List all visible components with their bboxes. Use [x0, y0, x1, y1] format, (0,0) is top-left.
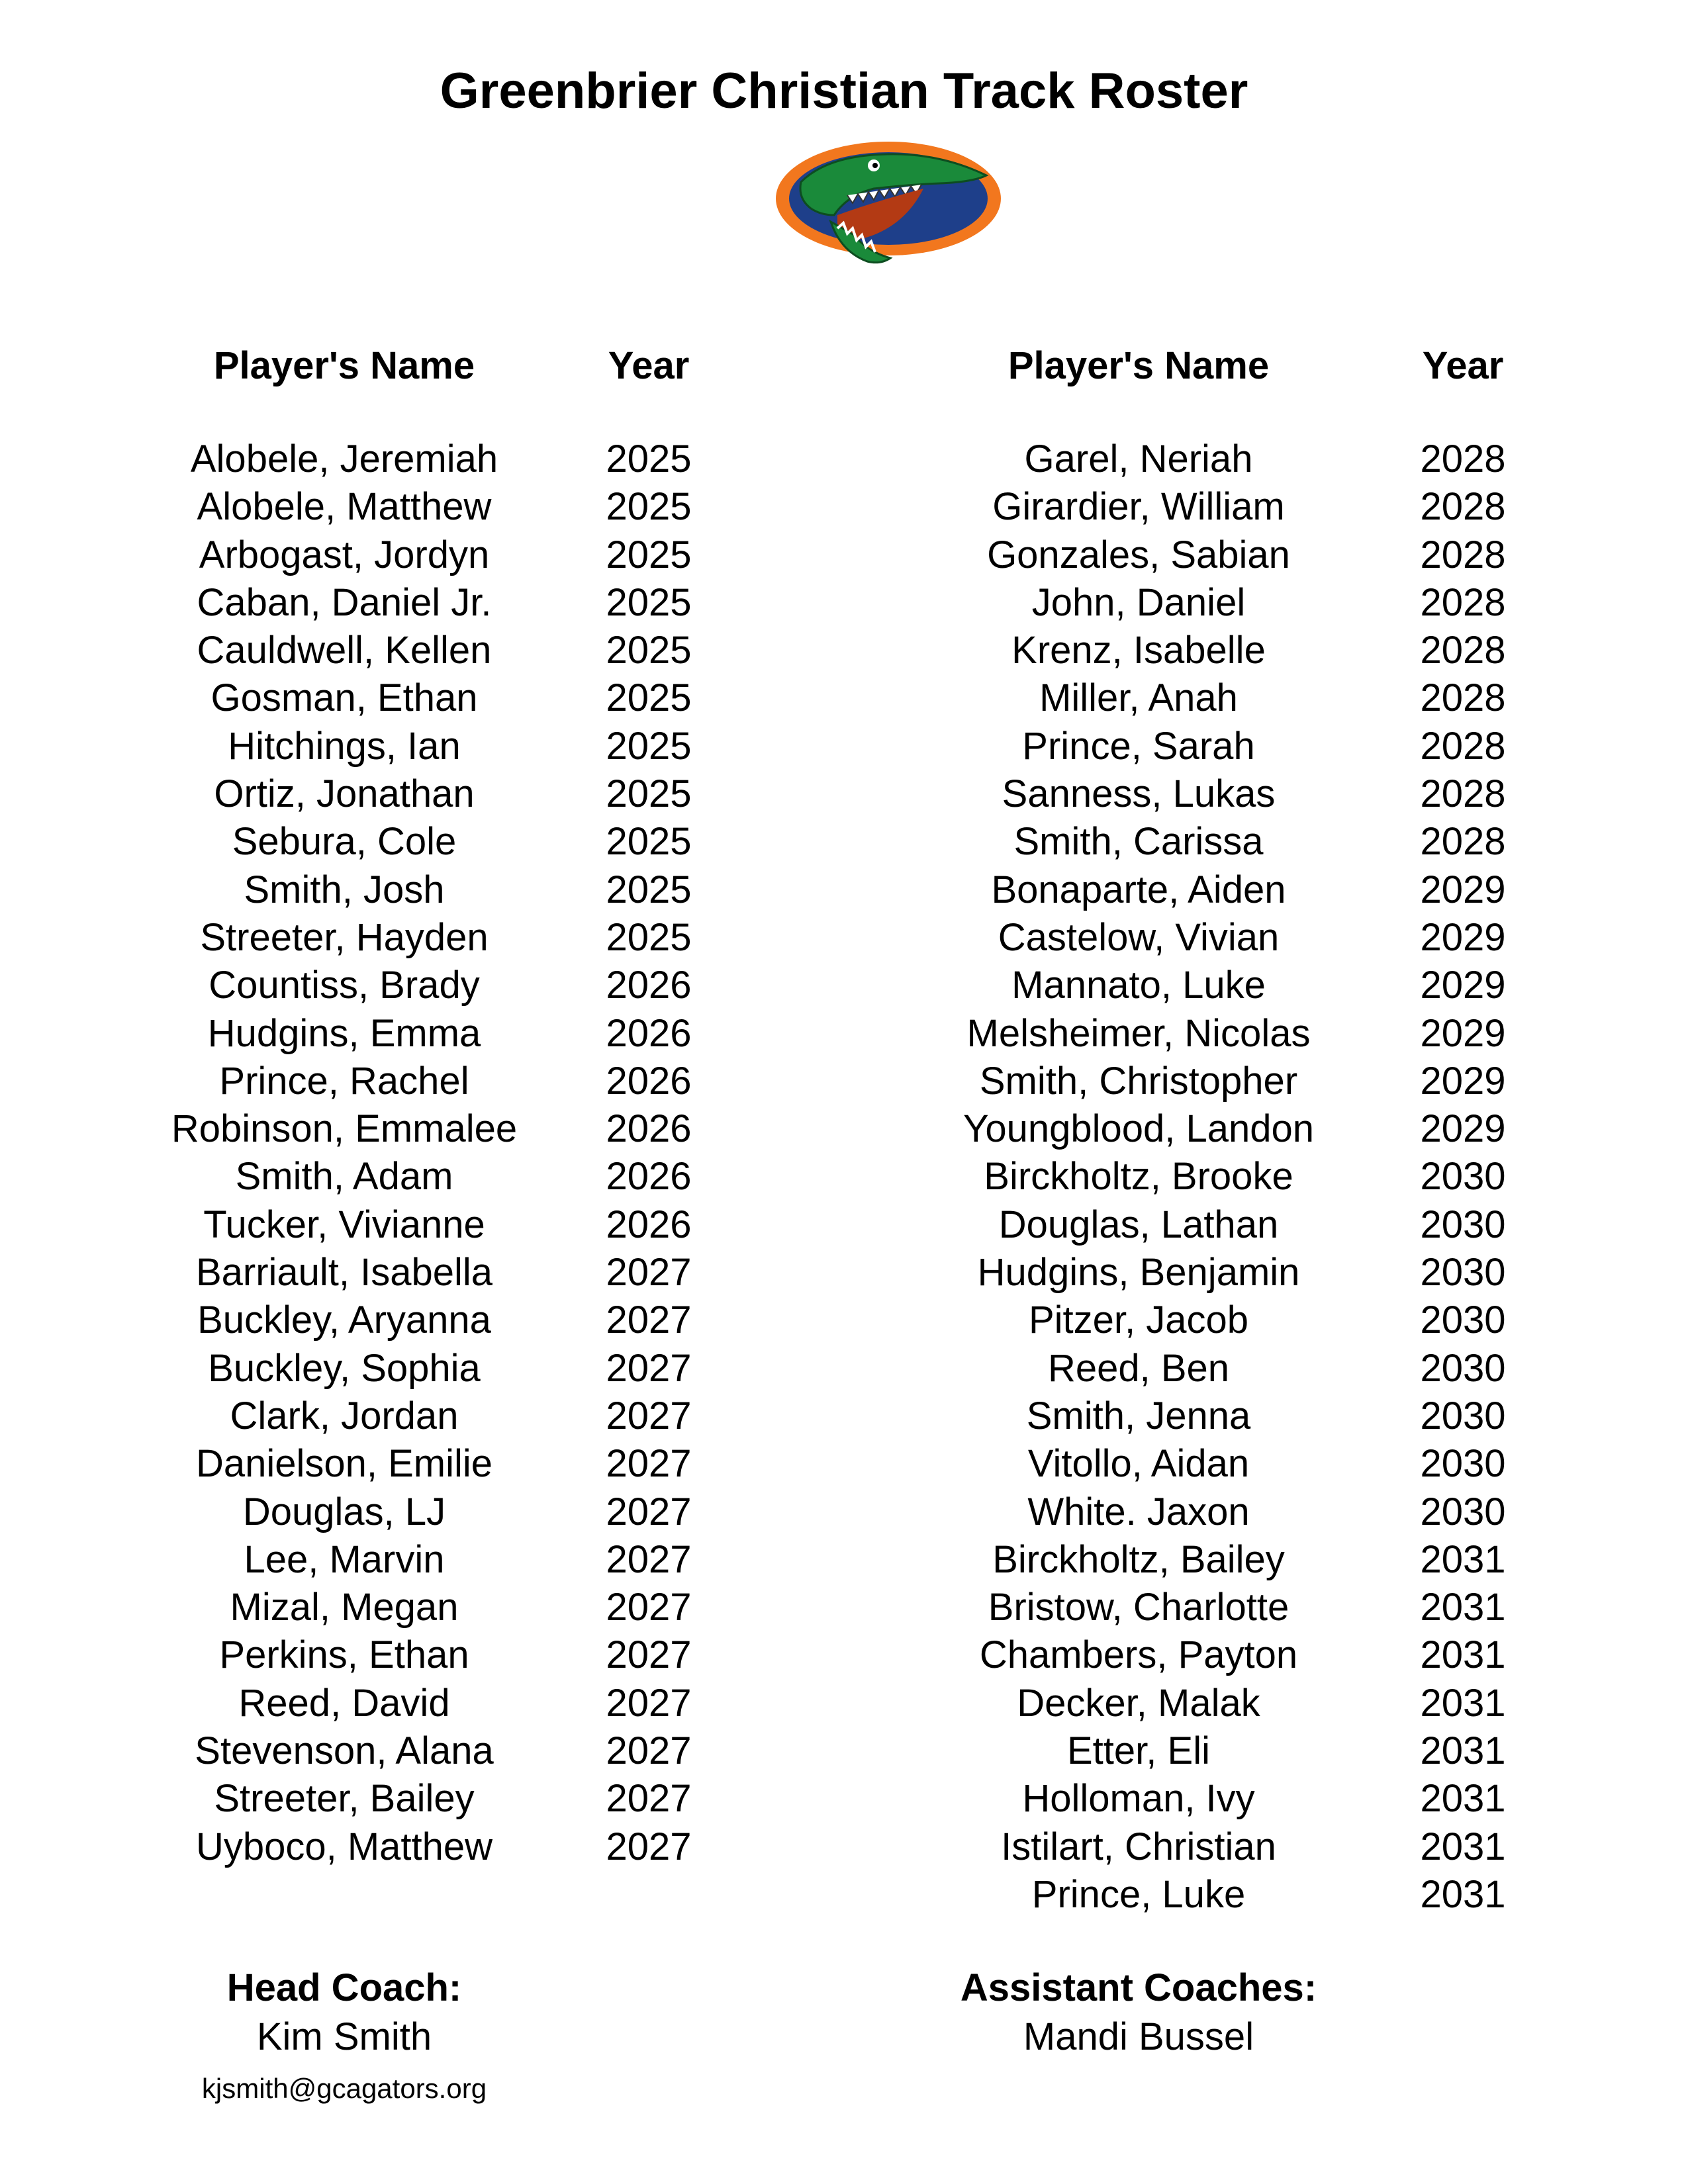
- roster-row: [146, 1584, 741, 1631]
- player-name: Birckholtz, Bailey: [992, 1537, 1285, 1581]
- player-year: 2031: [1420, 1586, 1506, 1629]
- player-year: 2030: [1420, 1203, 1506, 1246]
- roster-row: [940, 1727, 1536, 1775]
- player-name: Douglas, LJ: [242, 1490, 446, 1533]
- player-year: 2027: [606, 1298, 692, 1342]
- roster-row: [940, 1058, 1536, 1105]
- player-name: Lee, Marvin: [244, 1537, 445, 1581]
- player-year: 2028: [1420, 629, 1506, 672]
- roster-row: [940, 674, 1536, 722]
- player-name: Holloman, Ivy: [1022, 1777, 1255, 1821]
- roster-row: [940, 1249, 1536, 1297]
- roster-row: [146, 1727, 741, 1775]
- player-name: Smith, Christopher: [979, 1059, 1298, 1103]
- player-year: 2027: [606, 1490, 692, 1533]
- player-name: Youngblood, Landon: [962, 1107, 1315, 1151]
- player-year: 2031: [1420, 1729, 1506, 1773]
- roster-row: [146, 1823, 741, 1871]
- player-name: Douglas, Lathan: [998, 1203, 1279, 1246]
- player-year: 2027: [606, 1777, 692, 1821]
- player-name: Arbogast, Jordyn: [199, 533, 490, 576]
- player-year: 2026: [606, 1203, 692, 1246]
- player-year: 2025: [606, 772, 692, 816]
- roster-row: [146, 1488, 741, 1536]
- player-year: 2030: [1420, 1155, 1506, 1199]
- player-year: 2031: [1420, 1825, 1506, 1868]
- player-name: Tucker, Vivianne: [203, 1203, 485, 1246]
- player-name: Countiss, Brady: [209, 964, 480, 1007]
- player-year: 2027: [606, 1729, 692, 1773]
- player-year: 2026: [606, 1107, 692, 1151]
- roster-row: [940, 627, 1536, 674]
- player-name: Girardier, William: [992, 485, 1285, 529]
- player-name: Prince, Rachel: [219, 1059, 469, 1103]
- roster-row: [940, 1440, 1536, 1488]
- roster-row: [940, 483, 1536, 531]
- player-name: Buckley, Sophia: [208, 1346, 481, 1390]
- player-year: 2031: [1420, 1777, 1506, 1821]
- player-name: Danielson, Emilie: [195, 1442, 493, 1486]
- player-year: 2028: [1420, 485, 1506, 529]
- player-name: Hudgins, Emma: [207, 1011, 481, 1055]
- player-name: Istilart, Christian: [1001, 1825, 1276, 1868]
- player-year: 2025: [606, 820, 692, 864]
- roster-row: [146, 1201, 741, 1249]
- player-name: Alobele, Matthew: [197, 485, 492, 529]
- player-name: Etter, Eli: [1067, 1729, 1210, 1773]
- roster-row: [146, 1297, 741, 1344]
- player-name: Miller, Anah: [1039, 676, 1238, 720]
- player-name: Hudgins, Benjamin: [977, 1251, 1300, 1295]
- roster-row: [940, 1345, 1536, 1392]
- player-name: Vitollo, Aidan: [1027, 1442, 1250, 1486]
- player-year: 2025: [606, 915, 692, 959]
- player-name: Ortiz, Jonathan: [214, 772, 475, 816]
- player-name: John, Daniel: [1031, 580, 1246, 624]
- roster-row: [940, 1680, 1536, 1727]
- player-name: Hitchings, Ian: [228, 724, 461, 768]
- roster-row: [940, 914, 1536, 962]
- roster-row: [940, 1631, 1536, 1679]
- player-name: Uyboco, Matthew: [195, 1825, 493, 1868]
- player-year: 2025: [606, 868, 692, 911]
- player-name: Streeter, Hayden: [200, 915, 489, 959]
- player-name: Robinson, Emmalee: [171, 1107, 518, 1151]
- player-year: 2025: [606, 485, 692, 529]
- player-name: Melsheimer, Nicolas: [966, 1011, 1311, 1055]
- roster-row: [940, 818, 1536, 866]
- player-name: Perkins, Ethan: [219, 1633, 469, 1677]
- roster-row: [940, 723, 1536, 770]
- page-title: Greenbrier Christian Track Roster: [440, 63, 1248, 119]
- roster-row: [146, 962, 741, 1009]
- roster-row: [940, 1536, 1536, 1584]
- player-name: Decker, Malak: [1017, 1681, 1260, 1725]
- header-players-name-right: Player's Name: [1008, 344, 1270, 387]
- roster-row: [146, 770, 741, 818]
- player-year: 2025: [606, 437, 692, 480]
- player-name: Stevenson, Alana: [195, 1729, 494, 1773]
- gator-logo-icon: [774, 136, 1006, 275]
- player-year: 2026: [606, 1011, 692, 1055]
- head-coach-name: Kim Smith: [256, 2015, 432, 2058]
- assistant-coach-name: Mandi Bussel: [1023, 2015, 1254, 2058]
- roster-row: [146, 1775, 741, 1823]
- header-year-left: Year: [608, 344, 690, 387]
- player-year: 2028: [1420, 580, 1506, 624]
- player-year: 2026: [606, 1059, 692, 1103]
- player-name: White. Jaxon: [1027, 1490, 1250, 1533]
- player-name: Smith, Jenna: [1026, 1394, 1251, 1437]
- player-name: Reed, Ben: [1047, 1346, 1230, 1390]
- player-year: 2027: [606, 1633, 692, 1677]
- player-name: Mannato, Luke: [1011, 964, 1266, 1007]
- player-name: Sanness, Lukas: [1002, 772, 1276, 816]
- assistant-coaches-label: Assistant Coaches:: [960, 1966, 1317, 2009]
- roster-list-right: [940, 435, 1536, 1919]
- player-year: 2027: [606, 1394, 692, 1437]
- roster-row: [146, 1153, 741, 1201]
- roster-row: [146, 435, 741, 483]
- roster-row: [146, 1105, 741, 1153]
- head-coach-email: kjsmith@gcagators.org: [201, 2073, 487, 2104]
- player-year: 2025: [606, 676, 692, 720]
- roster-row: [940, 1153, 1536, 1201]
- player-name: Birckholtz, Brooke: [984, 1155, 1293, 1199]
- roster-row: [146, 627, 741, 674]
- player-year: 2030: [1420, 1442, 1506, 1486]
- roster-row: [940, 1823, 1536, 1871]
- player-year: 2027: [606, 1586, 692, 1629]
- roster-row: [146, 1345, 741, 1392]
- player-year: 2028: [1420, 676, 1506, 720]
- player-name: Smith, Carissa: [1013, 820, 1264, 864]
- roster-row: [940, 1775, 1536, 1823]
- roster-list-left: [146, 435, 741, 1871]
- player-name: Bristow, Charlotte: [988, 1586, 1289, 1629]
- player-name: Castelow, Vivian: [998, 915, 1280, 959]
- player-name: Prince, Sarah: [1022, 724, 1255, 768]
- roster-row: [146, 1631, 741, 1679]
- player-name: Streeter, Bailey: [214, 1777, 475, 1821]
- header-players-name-left: Player's Name: [213, 344, 475, 387]
- player-name: Buckley, Aryanna: [197, 1298, 491, 1342]
- roster-row: [146, 1249, 741, 1297]
- roster-row: [940, 1392, 1536, 1440]
- player-year: 2031: [1420, 1681, 1506, 1725]
- player-name: Prince, Luke: [1031, 1872, 1246, 1916]
- roster-row: [940, 1488, 1536, 1536]
- player-year: 2029: [1420, 1107, 1506, 1151]
- player-name: Sebura, Cole: [232, 820, 457, 864]
- player-name: Cauldwell, Kellen: [197, 629, 492, 672]
- player-name: Bonaparte, Aiden: [991, 868, 1286, 911]
- player-year: 2030: [1420, 1394, 1506, 1437]
- player-year: 2026: [606, 1155, 692, 1199]
- player-name: Krenz, Isabelle: [1011, 629, 1266, 672]
- player-name: Smith, Adam: [235, 1155, 453, 1199]
- roster-row: [146, 914, 741, 962]
- roster-row: [940, 962, 1536, 1009]
- roster-row: [940, 435, 1536, 483]
- roster-row: [940, 1584, 1536, 1631]
- player-year: 2029: [1420, 1059, 1506, 1103]
- roster-row: [940, 1010, 1536, 1058]
- roster-row: [146, 579, 741, 627]
- player-year: 2029: [1420, 964, 1506, 1007]
- player-year: 2026: [606, 964, 692, 1007]
- roster-row: [146, 483, 741, 531]
- player-year: 2028: [1420, 437, 1506, 480]
- player-year: 2027: [606, 1537, 692, 1581]
- roster-row: [146, 1058, 741, 1105]
- roster-row: [146, 1392, 741, 1440]
- player-name: Pitzer, Jacob: [1028, 1298, 1249, 1342]
- player-year: 2028: [1420, 533, 1506, 576]
- player-year: 2029: [1420, 1011, 1506, 1055]
- roster-row: [146, 866, 741, 914]
- player-name: Gonzales, Sabian: [987, 533, 1290, 576]
- player-name: Smith, Josh: [244, 868, 445, 911]
- player-year: 2031: [1420, 1537, 1506, 1581]
- player-year: 2031: [1420, 1633, 1506, 1677]
- roster-row: [940, 770, 1536, 818]
- player-name: Mizal, Megan: [230, 1586, 459, 1629]
- player-name: Gosman, Ethan: [211, 676, 478, 720]
- player-name: Clark, Jordan: [230, 1394, 459, 1437]
- roster-row: [146, 723, 741, 770]
- roster-row: [146, 531, 741, 579]
- roster-row: [146, 1680, 741, 1727]
- roster-row: [146, 818, 741, 866]
- player-name: Alobele, Jeremiah: [190, 437, 498, 480]
- player-year: 2025: [606, 724, 692, 768]
- roster-row: [146, 1536, 741, 1584]
- player-year: 2031: [1420, 1872, 1506, 1916]
- player-year: 2027: [606, 1825, 692, 1868]
- player-year: 2030: [1420, 1298, 1506, 1342]
- player-year: 2030: [1420, 1251, 1506, 1295]
- roster-row: [940, 531, 1536, 579]
- roster-row: [940, 1201, 1536, 1249]
- player-year: 2025: [606, 629, 692, 672]
- roster-row: [940, 1105, 1536, 1153]
- player-year: 2027: [606, 1346, 692, 1390]
- head-coach-label: Head Coach:: [226, 1966, 462, 2009]
- header-year-right: Year: [1422, 344, 1504, 387]
- player-year: 2030: [1420, 1346, 1506, 1390]
- roster-row: [146, 1010, 741, 1058]
- player-year: 2028: [1420, 772, 1506, 816]
- roster-row: [146, 1440, 741, 1488]
- player-name: Garel, Neriah: [1024, 437, 1253, 480]
- player-name: Barriault, Isabella: [195, 1251, 493, 1295]
- player-year: 2025: [606, 580, 692, 624]
- player-year: 2028: [1420, 820, 1506, 864]
- player-year: 2029: [1420, 915, 1506, 959]
- roster-row: [940, 1871, 1536, 1919]
- player-name: Reed, David: [238, 1681, 450, 1725]
- player-year: 2029: [1420, 868, 1506, 911]
- player-year: 2025: [606, 533, 692, 576]
- player-name: Caban, Daniel Jr.: [197, 580, 492, 624]
- player-year: 2027: [606, 1681, 692, 1725]
- player-year: 2028: [1420, 724, 1506, 768]
- roster-row: [146, 674, 741, 722]
- roster-row: [940, 1297, 1536, 1344]
- player-year: 2027: [606, 1442, 692, 1486]
- player-year: 2027: [606, 1251, 692, 1295]
- player-year: 2030: [1420, 1490, 1506, 1533]
- roster-row: [940, 866, 1536, 914]
- roster-row: [940, 579, 1536, 627]
- player-name: Chambers, Payton: [979, 1633, 1298, 1677]
